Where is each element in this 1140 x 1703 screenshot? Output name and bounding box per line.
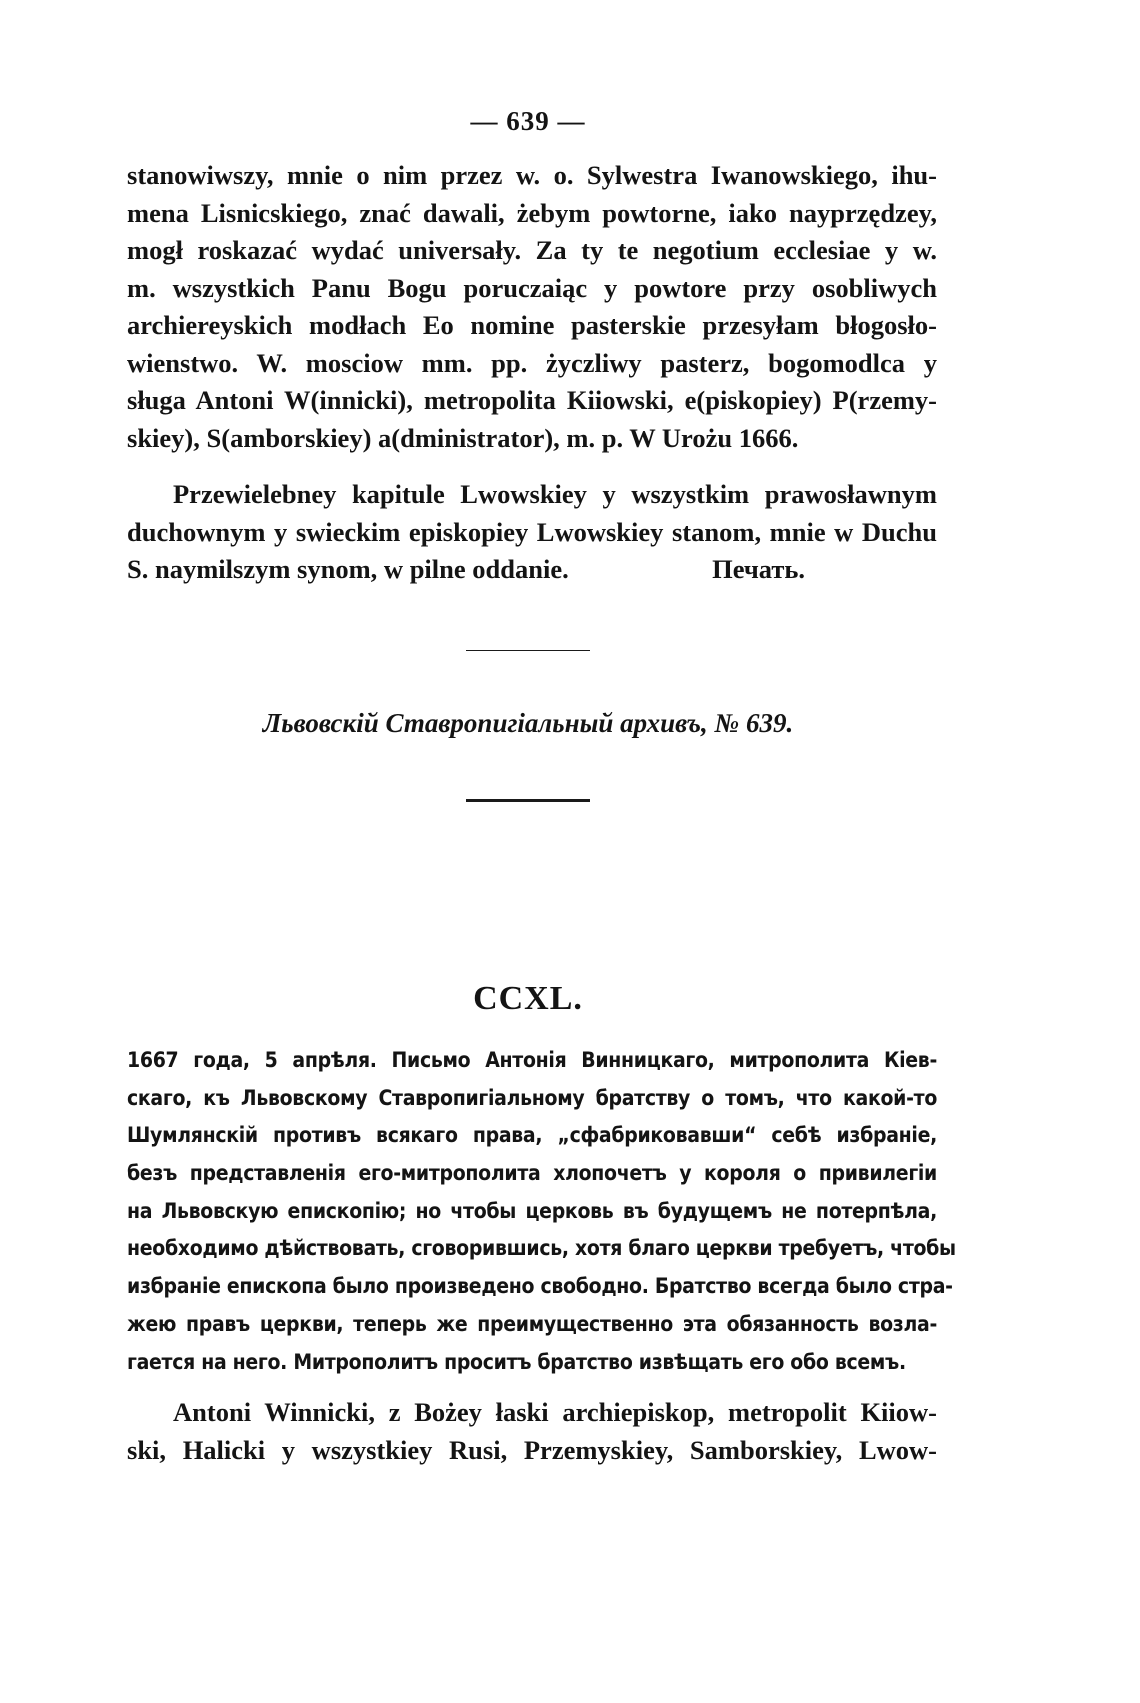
summary-line: безъ представленія его-митрополита хлопочетъ у короля о привилегіи [127,1161,937,1186]
summary-line: гается на него. Митрополитъ проситъ братство извѣщать его обо всемъ. [127,1349,906,1374]
text-line: archiereyskich modłach Eo nomine pasterskie przesyłam błogosło- [127,310,937,340]
document-number: CCXL. [473,980,583,1017]
separator-rule [466,799,590,802]
address-text [127,476,937,589]
summary-line: Шумлянскій противъ всякаго права, „сфабриковавши“ себѣ избраніе, [127,1123,937,1148]
seal-note: Печать. [712,554,805,584]
document-summary [127,1042,956,1381]
text-line: skiey), S(amborskiey) a(dministrator), m. p. W Urożu 1666. [127,422,799,453]
summary-line: скаго, къ Львовскому Ставропигіальному братству о томъ, что какой-то [127,1085,937,1110]
text-line: mogł roskazać wydać universały. Za ty te negotium ecclesiae y w. [127,235,937,265]
summary-line: необходимо дѣйствовать, сговорившись, хотя благо церкви требуетъ, чтобы [127,1236,956,1261]
page-number: — 639 — [470,106,586,136]
separator-rule [466,650,590,651]
text-line: duchownym y swieckim episkopiey Lwowskiey stanom, mnie w Duchu [127,516,937,547]
letter-text [127,157,937,457]
text-line: stanowiwszy, mnie o nim przez w. o. Sylwestra Iwanowskiego, ihu- [127,160,937,190]
summary-line: жею правъ церкви, теперь же преимущественно эта обязанность возла- [127,1311,937,1336]
text-line: Antoni Winnicki, z Bożey łaski archiepiskop, metropolit Kiiow- [173,1397,937,1427]
text-line: mena Lisnicskiego, znać dawali, żebym powtorne, iako nayprzędzey, [127,197,937,228]
summary-line: избраніе епископа было произведено свободно. Братство всегда было стра- [127,1274,953,1299]
address-last-line [127,551,937,589]
archive-reference: Львовскій Ставропигіальный архивъ, № 639. [262,708,794,738]
text-line: Przewielebney kapitule Lwowskiey y wszystkim prawosławnym [173,479,937,509]
text-line: sługa Antoni W(innicki), metropolita Kiiowski, e(piskopiey) P(rzemy- [127,385,937,415]
text-line: m. wszystkich Panu Bogu poruczaiąc y powtore przy osobliwych [127,272,937,303]
summary-line: 1667 года, 5 апрѣля. Письмо Антонія Винницкаго, митрополита Кiев- [127,1048,937,1072]
document-text [127,1394,937,1469]
summary-line: на Львовскую епископію; но чтобы церковь въ будущемъ не потерпѣла, [127,1198,937,1223]
text-line: S. naymilszym synom, w pilne oddanie. [127,554,569,584]
text-line: wienstwo. W. mosciow mm. pp. życzliwy pasterz, bogomodlca y [127,347,937,378]
text-line: ski, Halicki y wszystkiey Rusi, Przemyskiey, Samborskiey, Lwow- [127,1434,937,1465]
